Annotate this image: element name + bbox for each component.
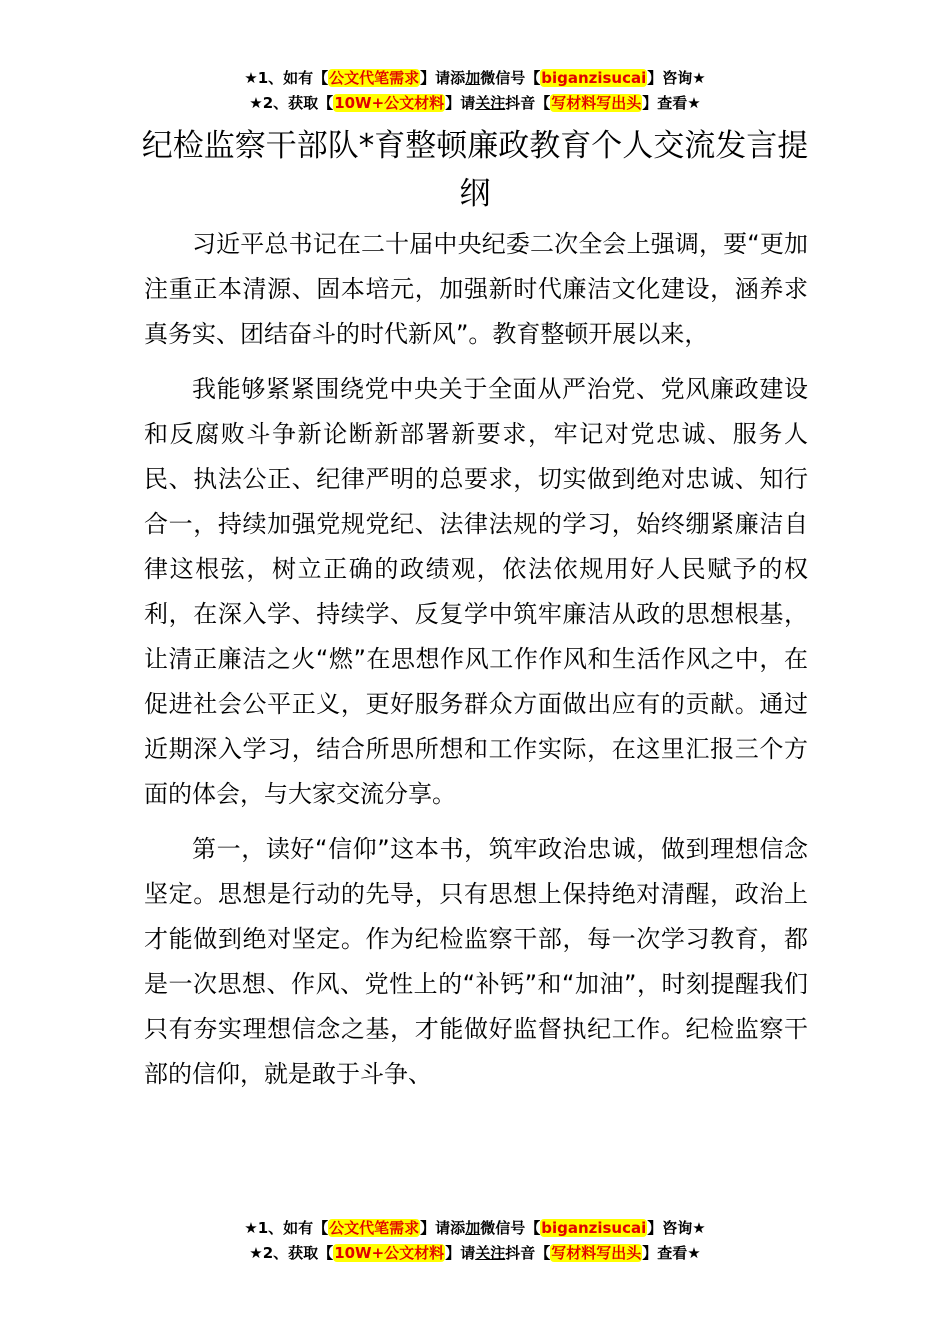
banner-underlined-text: 加 — [465, 69, 481, 87]
banner-text: 微信号【 — [480, 69, 541, 87]
banner-text: 】查看★ — [642, 1244, 701, 1262]
highlight-materials: 10W+公文材料 — [334, 94, 445, 112]
banner-text: 微信号【 — [480, 1219, 541, 1237]
document-body — [144, 222, 808, 1107]
banner-text: ★1、如有【 — [244, 1219, 329, 1237]
banner-line-2 — [0, 1241, 950, 1266]
banner-text: ★2、获取【 — [249, 94, 334, 112]
highlight-douyin-account: 写材料写出头 — [551, 1244, 642, 1262]
body-paragraph: 习近平总书记在二十届中央纪委二次全会上强调，要“更加注重正本清源、固本培元，加强新时代廉洁文化建设，涵养求真务实、团结奋斗的时代新风”。教育整顿开展以来， — [144, 230, 808, 348]
footer-banner — [0, 1216, 950, 1266]
banner-underlined-text: 关注 — [475, 94, 506, 112]
banner-text: 】咨询★ — [647, 69, 706, 87]
banner-line-1 — [0, 66, 950, 91]
banner-text: ★2、获取【 — [249, 1244, 334, 1262]
banner-text: 】查看★ — [642, 94, 701, 112]
highlight-wechat-id: biganzisucai — [541, 1219, 647, 1237]
document-title: 纪检监察干部队*育整顿廉政教育个人交流发言提纲 — [141, 128, 809, 212]
banner-text: 】咨询★ — [647, 1219, 706, 1237]
banner-line-1 — [0, 1216, 950, 1241]
banner-text: 】请 — [445, 94, 476, 112]
body-paragraph: 我能够紧紧围绕党中央关于全面从严治党、党风廉政建设和反腐败斗争新论断新部署新要求，牢记对党忠诚、服务人民、执法公正、纪律严明的总要求，切实做到绝对忠诚、知行合一，持续加强党规党纪、法律法规的学习，始终绷紧廉洁自律这根弦，树立正确的政绩观，依法依规用好人民赋予的权利，在深入学、持续学、反复学中筑牢廉洁从政的思想根基，让清正廉洁之火“燃”在思想作风工作作风和生活作风之中，在促进社会公平正义，更好服务群众方面做出应有的贡献。通过近期深入学习，结合所思所想和工作实际，在这里汇报三个方面的体会，与大家交流分享。 — [144, 375, 808, 808]
banner-underlined-text: 关注 — [475, 1244, 506, 1262]
highlight-service: 公文代笔需求 — [329, 69, 420, 87]
banner-text: 】请添 — [420, 69, 466, 87]
highlight-service: 公文代笔需求 — [329, 1219, 420, 1237]
body-paragraph: 第一，读好“信仰”这本书，筑牢政治忠诚，做到理想信念坚定。思想是行动的先导，只有思想上保持绝对清醒，政治上才能做到绝对坚定。作为纪检监察干部，每一次学习教育，都是一次思想、作风、党性上的“补钙”和“加油”，时刻提醒我们只有夯实理想信念之基，才能做好监督执纪工作。纪检监察干部的信仰，就是敢于斗争、 — [144, 835, 808, 1088]
highlight-materials: 10W+公文材料 — [334, 1244, 445, 1262]
banner-underlined-text: 加 — [465, 1219, 481, 1237]
highlight-wechat-id: biganzisucai — [541, 69, 647, 87]
banner-text: 抖音【 — [505, 94, 551, 112]
banner-line-2 — [0, 91, 950, 116]
banner-text: 抖音【 — [505, 1244, 551, 1262]
highlight-douyin-account: 写材料写出头 — [551, 94, 642, 112]
header-banner — [0, 66, 950, 116]
banner-text: 】请 — [445, 1244, 476, 1262]
banner-text: 】请添 — [420, 1219, 466, 1237]
banner-text: ★1、如有【 — [244, 69, 329, 87]
